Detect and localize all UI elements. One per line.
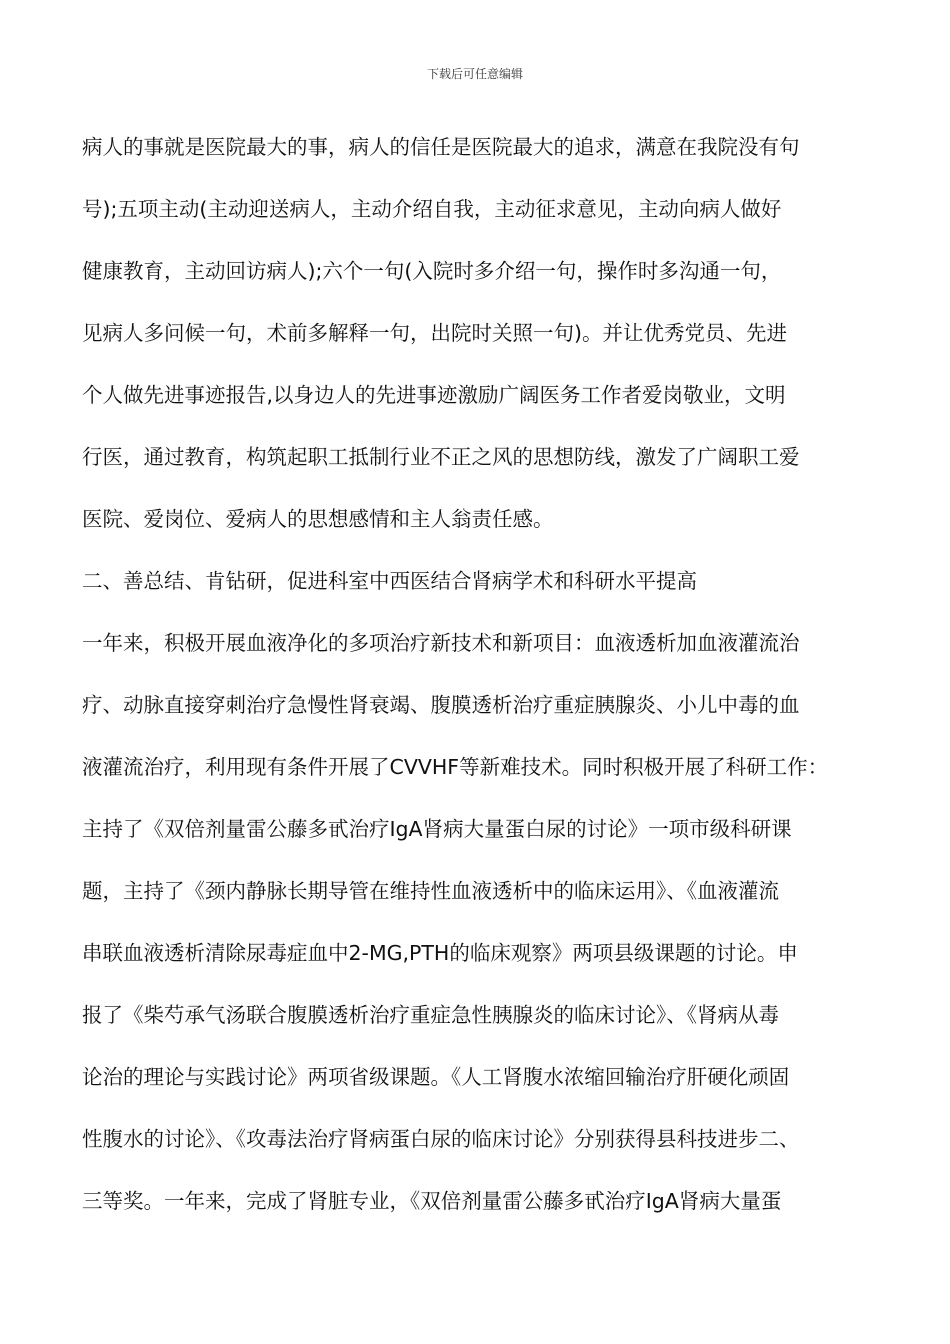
- text-line: 个人做先进事迹报告,以身边人的先进事迹激励广阔医务工作者爱岗敬业，文明: [82, 383, 786, 407]
- text-line: 主持了《双倍剂量雷公藤多甙治疗IgA肾病大量蛋白尿的讨论》一项市级科研课: [82, 817, 792, 841]
- text-line: 论治的理论与实践讨论》两项省级课题。《人工肾腹水浓缩回输治疗肝硬化顽固: [82, 1065, 790, 1089]
- text-line: 见病人多问候一句，术前多解释一句，出院时关照一句)。并让优秀党员、先进: [82, 321, 787, 345]
- text-line: 一年来，积极开展血液净化的多项治疗新技术和新项目：血液透析加血液灌流治: [82, 631, 800, 655]
- text-line: 三等奖。一年来，完成了肾脏专业，《双倍剂量雷公藤多甙治疗IgA肾病大量蛋: [82, 1189, 782, 1213]
- text-line: 题，主持了《颈内静脉长期导管在维持性血液透析中的临床运用》、《血液灌流: [82, 879, 779, 903]
- page-header: 下载后可任意编辑: [426, 67, 523, 81]
- text-line: 报了《柴芍承气汤联合腹膜透析治疗重症急性胰腺炎的临床讨论》、《肾病从毒: [82, 1003, 779, 1027]
- text-line: 号);五项主动(主动迎送病人，主动介绍自我，主动征求意见，主动向病人做好: [82, 197, 782, 221]
- text-line: 液灌流治疗，利用现有条件开展了CVVHF等新难技术。同时积极开展了科研工作：: [82, 755, 829, 779]
- text-line: 疗、动脉直接穿刺治疗急慢性肾衰竭、腹膜透析治疗重症胰腺炎、小儿中毒的血: [82, 693, 800, 717]
- text-line: 医院、爱岗位、爱病人的思想感情和主人翁责任感。: [82, 507, 554, 531]
- section-heading: 二、善总结、肯钻研，促进科室中西医结合肾病学术和科研水平提高: [82, 569, 697, 593]
- text-line: 健康教育，主动回访病人);六个一句(入院时多介绍一句，操作时多沟通一句，: [82, 259, 782, 283]
- text-line: 病人的事就是医院最大的事，病人的信任是医院最大的追求，满意在我院没有句: [82, 135, 800, 159]
- text-line: 串联血液透析清除尿毒症血中2-MG,PTH的临床观察》两项县级课题的讨论。申: [82, 941, 798, 965]
- document-body: [82, 116, 872, 1232]
- text-line: 性腹水的讨论》、《攻毒法治疗肾病蛋白尿的临床讨论》分别获得县科技进步二、: [82, 1127, 800, 1151]
- text-line: 行医，通过教育，构筑起职工抵制行业不正之风的思想防线，激发了广阔职工爱: [82, 445, 800, 469]
